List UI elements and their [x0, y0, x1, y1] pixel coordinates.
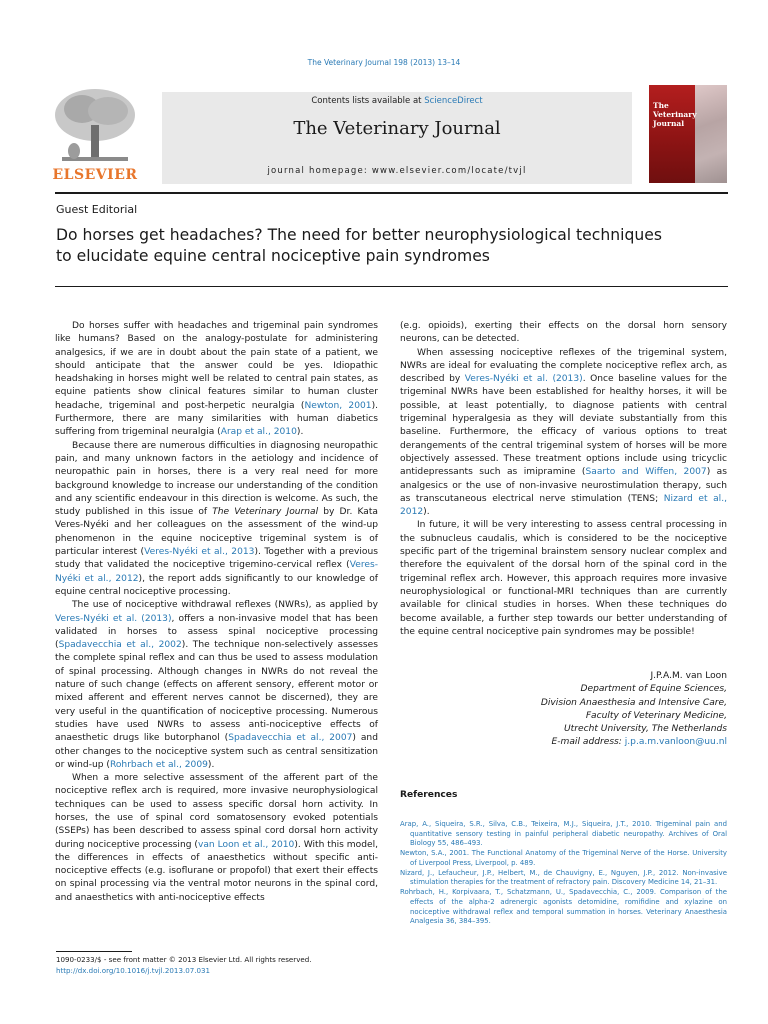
- reference-item[interactable]: Nizard, J., Lefaucheur, J.P., Helbert, M., de Chauvigny, E., Nguyen, J.P., 2012. Non-invasive stimulation therapies for the treatment of refractory pain. Discovery Medicine 14, 21–31.: [400, 868, 727, 887]
- author-department: Department of Equine Sciences,: [580, 684, 727, 695]
- reference-item[interactable]: Newton, S.A., 2001. The Functional Anatomy of the Trigeminal Nerve of the Horse. University of Liverpool Press, Liverpool, p. 489.: [400, 849, 727, 867]
- paragraph-text: ). With this model, the differences in effects of anaesthetics without specific anti-nociceptive effects (e.g. isoflurane or propofol) that exert their effects on spinal processing via the ventral motor neurons in the spinal cord, and anaesthetics with anti-nociceptive effects: [55, 839, 378, 903]
- paragraph: [55, 320, 378, 440]
- paragraph-text: When a more selective assessment of the afferent part of the nociceptive reflex arch is required, more invasive neurophysiological techniques can be used to assess specific dorsal horn activity. In horses, the use of spinal cord somatosensory evoked potentials (SSEPs) has been described to assess spinal cord dorsal horn activity during nociceptive processing (: [55, 773, 378, 850]
- citation-link[interactable]: Spadavecchia et al., 2007: [228, 733, 353, 744]
- email-label: E-mail address:: [551, 737, 625, 748]
- citation-link[interactable]: Veres-Nyéki et al., 2013: [144, 547, 255, 558]
- header-divider: [55, 192, 728, 194]
- citation-link[interactable]: Spadavecchia et al., 2002: [58, 640, 182, 651]
- paragraph-text: In future, it will be very interesting to assess central processing in the subnucleus caudalis, which is considered to be the nociceptive specific part of the trigeminal brainstem sensory nuclear complex and therefore the equivalent of the dorsal horn of the spinal cord in the trigeminal reflex arch. However, this approach requires more invasive neurophysiological or functional-MRI techniques than are currently available for clinical studies in horses. When these techniques do become available, a further step towards our better understanding of the equine central nociceptive pain syndromes may be possible!: [400, 520, 727, 637]
- paragraph-text: . Once baseline values for the trigeminal NWRs have been established for healthy horses, it will be possible, at least potentially, to diagnose patients with central trigeminal hyperalgesia as they will deviate substantially from this baseline. Furthermore, the efficacy of various options to treat derangements of the central trigeminal system of horses will be more objectively assessed. These treatment options include using tricyclic antidepressants such as imipramine (: [400, 374, 727, 478]
- paragraph: [400, 519, 727, 639]
- cover-title: [653, 101, 697, 128]
- paragraph-text: When assessing nociceptive reflexes of the trigeminal system, NWRs are ideal for evaluating the complete nociceptive reflex arch, as described by: [400, 347, 727, 385]
- paragraph-text: , offers a non-invasive model that has been validated in horses to assess spinal nociceptive processing (: [55, 613, 378, 651]
- citation-link[interactable]: Nizard et al., 2012: [400, 493, 727, 518]
- sciencedirect-link[interactable]: ScienceDirect: [424, 96, 483, 106]
- paragraph: [55, 599, 378, 772]
- author-name: J.P.A.M. van Loon: [650, 671, 727, 681]
- citation-link[interactable]: van Loon et al., 2010: [197, 839, 295, 850]
- author-university: Utrecht University, The Netherlands: [564, 724, 727, 735]
- cover-title-line: The: [653, 101, 669, 110]
- journal-citation[interactable]: The Veterinary Journal 198 (2013) 13–14: [307, 58, 461, 67]
- paragraph-text: The use of nociceptive withdrawal reflexes (NWRs), as applied by: [72, 600, 378, 611]
- cover-image: [695, 85, 727, 183]
- citation-link[interactable]: Saarto and Wiffen, 2007: [585, 467, 707, 478]
- body-column-left: [55, 320, 378, 905]
- doi-link[interactable]: http://dx.doi.org/10.1016/j.tvjl.2013.07.031: [56, 966, 211, 975]
- copyright-line: 1090-0233/$ - see front matter © 2013 Elsevier Ltd. All rights reserved.: [56, 955, 312, 964]
- paragraph-text: ), the report adds significantly to our knowledge of equine central nociceptive processing.: [55, 573, 379, 597]
- paragraph-text: by Dr. Kata Veres-Nyéki and her colleagues on the assessment of the wind-up phenomenon in the equine nociceptive trigeminal system is of particular interest (: [55, 507, 378, 558]
- references-list: [400, 820, 727, 927]
- paragraph-text: ) and other changes to the nociceptive system such as central sensitization or wind-up (: [55, 733, 378, 770]
- article-title-line: Do horses get headaches? The need for better neurophysiological techniques: [56, 226, 662, 244]
- paragraph-text: (e.g. opioids), exerting their effects on the dorsal horn sensory neurons, can be detected.: [400, 321, 727, 345]
- tree-icon: [42, 85, 148, 165]
- paragraph-text: ).: [207, 759, 215, 770]
- elsevier-tree-logo[interactable]: [42, 85, 148, 183]
- contents-prefix: Contents lists available at: [311, 96, 425, 106]
- citation-link[interactable]: Rohrbach et al., 2009: [109, 759, 208, 770]
- author-signature: [400, 670, 727, 750]
- journal-homepage[interactable]: journal homepage: www.elsevier.com/locate/tvjl: [267, 166, 527, 176]
- paragraph-text: ) as analgesics or the use of non-invasive neurostimulation therapy, such as transcutaneous electrical nerve stimulation (TENS;: [400, 467, 727, 504]
- citation-link[interactable]: Veres-Nyéki et al. (2013): [55, 613, 172, 624]
- paragraph-text: ). The technique non-selectively assesses the complete spinal reflex and can thus be used to assess modulation of spinal processing. Although changes in NWRs do not reveal the nature of such change (effects on afferent sensory, efferent motor or mixed afferent and efferent nerves cannot be discerned), they are very useful in the quantification of nociceptive processing. Numerous studies have used NWRs to assess anti-nociceptive effects of anaesthetic drugs like butorphanol (: [55, 640, 378, 744]
- paragraph-text: Because there are numerous difficulties in diagnosing neuropathic pain, and many unknown factors in the aetiology and incidence of neuropathic pain in horses, there is a very real need for more background knowledge to increase our understanding of the condition and any scientific endeavour in this direction is welcome. As such, the study published in this issue of: [55, 440, 378, 518]
- publisher-name: ELSEVIER: [52, 167, 138, 183]
- article-type: Guest Editorial: [56, 203, 138, 216]
- paragraph: [55, 440, 378, 600]
- paragraph: [400, 347, 727, 520]
- paragraph-text: ).: [423, 507, 430, 518]
- journal-masthead: [162, 92, 632, 184]
- cover-title-line: Veterinary: [653, 110, 697, 119]
- author-email-link[interactable]: j.p.a.m.vanloon@uu.nl: [624, 737, 727, 748]
- contents-line: [162, 96, 632, 106]
- author-email-line: [400, 736, 727, 749]
- footer-divider: [56, 951, 132, 952]
- article-title-line: to elucidate equine central nociceptive pain syndromes: [56, 247, 490, 265]
- citation-link[interactable]: Veres-Nyéki et al., 2012: [55, 560, 378, 584]
- body-column-right: [400, 320, 727, 639]
- citation-link[interactable]: Veres-Nyéki et al. (2013): [464, 374, 583, 385]
- journal-name-italic: The Veterinary Journal: [212, 507, 319, 518]
- paragraph-text: ). Furthermore, there are many similarities with human diabetics suffering from trigeminal neuralgia (: [55, 400, 379, 438]
- paragraph-text: ). Together with a previous study that validated the nociceptive trigemino-cervical reflex (: [55, 547, 378, 571]
- reference-item[interactable]: Arap, A., Siqueira, S.R., Silva, C.B., Teixeira, M.J., Siqueira, J.T., 2010. Trigeminal pain and quantitative sensory testing in painful peripheral diabetic neuropathy. Archives of Oral Biology 55, 486–493.: [400, 820, 727, 848]
- paragraph: [55, 772, 378, 905]
- citation-link[interactable]: Arap et al., 2010: [220, 427, 297, 438]
- journal-cover-thumbnail[interactable]: [649, 85, 727, 183]
- paragraph-text: ).: [296, 427, 304, 438]
- references-heading: References: [400, 790, 458, 800]
- article-title: [56, 225, 728, 267]
- paragraph: [400, 320, 727, 347]
- author-faculty: Faculty of Veterinary Medicine,: [585, 710, 727, 721]
- reference-item[interactable]: Rohrbach, H., Korpivaara, T., Schatzmann, U., Spadavecchia, C., 2009. Comparison of the effects of the alpha-2 adrenergic agonists detomidine, romifidine and xylazine on nociceptive withdrawal reflex and temporal summation in horses. Veterinary Anaesthesia Analgesia 36, 384–395.: [400, 888, 727, 926]
- paragraph-text: Do horses suffer with headaches and trigeminal pain syndromes like humans? Based on the analogy-postulate for administering analgesics, if we are in doubt about the pain state of a patient, we should anticipate that the answer could be yes. Idiopathic headshaking in horses might well be related to central pain states, as equine patients show clinical features similar to human cluster headache, trigeminal and post-herpetic neuralgia (: [55, 321, 378, 411]
- journal-name: The Veterinary Journal: [293, 118, 501, 139]
- author-division: Division Anaesthesia and Intensive Care,: [540, 697, 727, 708]
- title-divider: [55, 286, 728, 287]
- cover-title-line: Journal: [653, 119, 685, 128]
- citation-link[interactable]: Newton, 2001: [304, 400, 372, 411]
